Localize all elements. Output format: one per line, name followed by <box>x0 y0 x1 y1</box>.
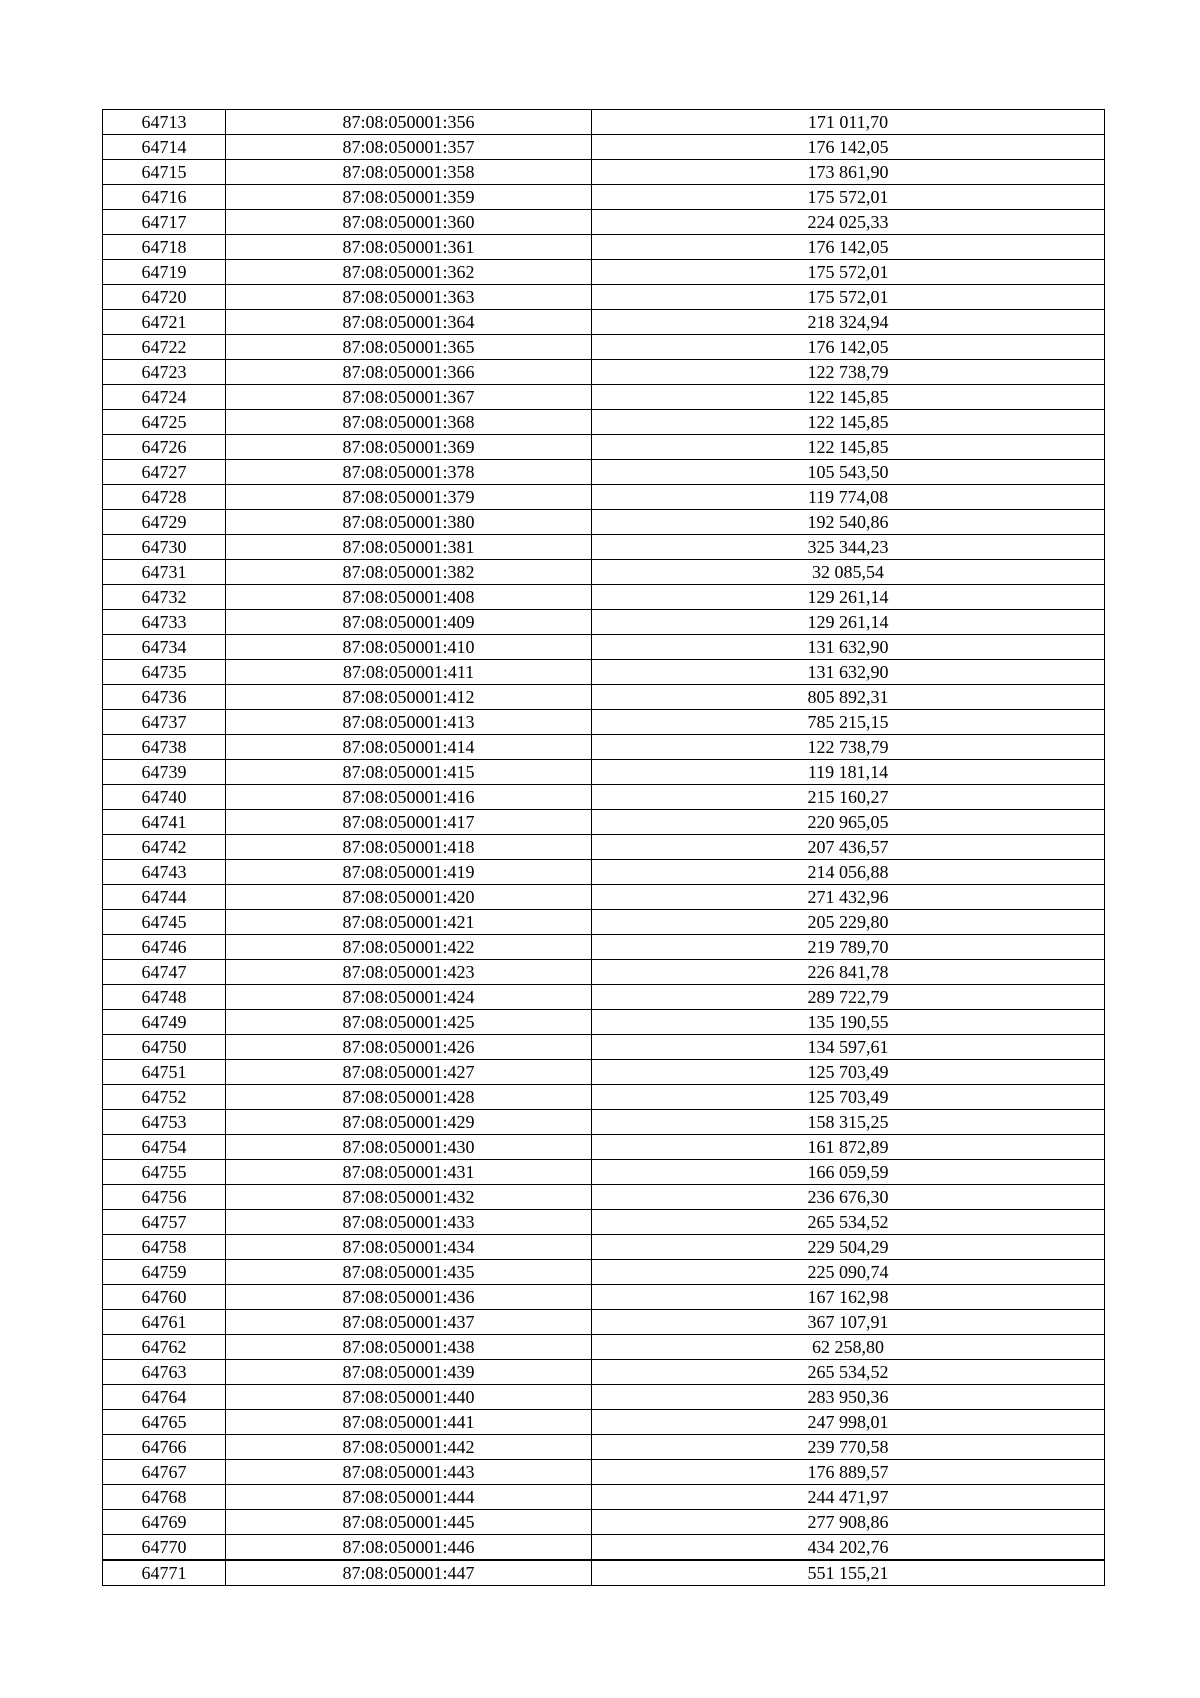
value-cell: 125 703,49 <box>592 1085 1105 1110</box>
row-number-cell: 64756 <box>103 1185 226 1210</box>
cadastral-number-cell: 87:08:050001:445 <box>226 1510 592 1535</box>
table-row <box>103 835 1105 860</box>
row-number-cell: 64728 <box>103 485 226 510</box>
value-cell: 283 950,36 <box>592 1385 1105 1410</box>
table-row <box>103 935 1105 960</box>
value-cell: 218 324,94 <box>592 310 1105 335</box>
value-cell: 134 597,61 <box>592 1035 1105 1060</box>
cadastral-number-cell: 87:08:050001:431 <box>226 1160 592 1185</box>
cadastral-number-cell: 87:08:050001:379 <box>226 485 592 510</box>
value-cell: 122 738,79 <box>592 360 1105 385</box>
cadastral-number-cell: 87:08:050001:429 <box>226 1110 592 1135</box>
row-number-cell: 64764 <box>103 1385 226 1410</box>
value-cell: 367 107,91 <box>592 1310 1105 1335</box>
value-cell: 192 540,86 <box>592 510 1105 535</box>
row-number-cell: 64749 <box>103 1010 226 1035</box>
table-row <box>103 1435 1105 1460</box>
row-number-cell: 64745 <box>103 910 226 935</box>
value-cell: 277 908,86 <box>592 1510 1105 1535</box>
table-row <box>103 1360 1105 1385</box>
table-row <box>103 860 1105 885</box>
cadastral-number-cell: 87:08:050001:423 <box>226 960 592 985</box>
table-row <box>103 760 1105 785</box>
value-cell: 32 085,54 <box>592 560 1105 585</box>
row-number-cell: 64714 <box>103 135 226 160</box>
row-number-cell: 64713 <box>103 110 226 135</box>
value-cell: 785 215,15 <box>592 710 1105 735</box>
table-row <box>103 785 1105 810</box>
cadastral-number-cell: 87:08:050001:417 <box>226 810 592 835</box>
table-row <box>103 960 1105 985</box>
row-number-cell: 64760 <box>103 1285 226 1310</box>
value-cell: 171 011,70 <box>592 110 1105 135</box>
cadastral-number-cell: 87:08:050001:362 <box>226 260 592 285</box>
row-number-cell: 64717 <box>103 210 226 235</box>
row-number-cell: 64758 <box>103 1235 226 1260</box>
cadastral-number-cell: 87:08:050001:420 <box>226 885 592 910</box>
row-number-cell: 64748 <box>103 985 226 1010</box>
table-row <box>103 1385 1105 1410</box>
cadastral-number-cell: 87:08:050001:435 <box>226 1260 592 1285</box>
table-row <box>103 585 1105 610</box>
value-cell: 271 432,96 <box>592 885 1105 910</box>
row-number-cell: 64769 <box>103 1510 226 1535</box>
table-row <box>103 285 1105 310</box>
cadastral-number-cell: 87:08:050001:382 <box>226 560 592 585</box>
table-row <box>103 485 1105 510</box>
row-number-cell: 64718 <box>103 235 226 260</box>
cadastral-number-cell: 87:08:050001:433 <box>226 1210 592 1235</box>
value-cell: 122 145,85 <box>592 435 1105 460</box>
cadastral-number-cell: 87:08:050001:426 <box>226 1035 592 1060</box>
table-row <box>103 335 1105 360</box>
value-cell: 161 872,89 <box>592 1135 1105 1160</box>
cadastral-number-cell: 87:08:050001:357 <box>226 135 592 160</box>
cadastral-number-cell: 87:08:050001:439 <box>226 1360 592 1385</box>
cadastral-number-cell: 87:08:050001:446 <box>226 1535 592 1561</box>
table-row <box>103 1235 1105 1260</box>
row-number-cell: 64719 <box>103 260 226 285</box>
row-number-cell: 64757 <box>103 1210 226 1235</box>
cadastral-number-cell: 87:08:050001:410 <box>226 635 592 660</box>
value-cell: 158 315,25 <box>592 1110 1105 1135</box>
value-cell: 551 155,21 <box>592 1560 1105 1586</box>
row-number-cell: 64741 <box>103 810 226 835</box>
row-number-cell: 64727 <box>103 460 226 485</box>
row-number-cell: 64737 <box>103 710 226 735</box>
cadastral-number-cell: 87:08:050001:441 <box>226 1410 592 1435</box>
cadastral-number-cell: 87:08:050001:432 <box>226 1185 592 1210</box>
table-row <box>103 910 1105 935</box>
cadastral-number-cell: 87:08:050001:359 <box>226 185 592 210</box>
row-number-cell: 64726 <box>103 435 226 460</box>
value-cell: 135 190,55 <box>592 1010 1105 1035</box>
row-number-cell: 64738 <box>103 735 226 760</box>
cadastral-number-cell: 87:08:050001:415 <box>226 760 592 785</box>
value-cell: 207 436,57 <box>592 835 1105 860</box>
value-cell: 236 676,30 <box>592 1185 1105 1210</box>
row-number-cell: 64724 <box>103 385 226 410</box>
cadastral-number-cell: 87:08:050001:356 <box>226 110 592 135</box>
row-number-cell: 64743 <box>103 860 226 885</box>
row-number-cell: 64723 <box>103 360 226 385</box>
table-row <box>103 1310 1105 1335</box>
row-number-cell: 64735 <box>103 660 226 685</box>
table-row <box>103 1210 1105 1235</box>
value-cell: 289 722,79 <box>592 985 1105 1010</box>
table-row <box>103 1535 1105 1561</box>
row-number-cell: 64768 <box>103 1485 226 1510</box>
cadastral-number-cell: 87:08:050001:414 <box>226 735 592 760</box>
cadastral-number-cell: 87:08:050001:368 <box>226 410 592 435</box>
value-cell: 62 258,80 <box>592 1335 1105 1360</box>
value-cell: 105 543,50 <box>592 460 1105 485</box>
value-cell: 131 632,90 <box>592 635 1105 660</box>
cadastral-number-cell: 87:08:050001:444 <box>226 1485 592 1510</box>
value-cell: 119 181,14 <box>592 760 1105 785</box>
row-number-cell: 64731 <box>103 560 226 585</box>
cadastral-number-cell: 87:08:050001:364 <box>226 310 592 335</box>
cadastral-number-cell: 87:08:050001:365 <box>226 335 592 360</box>
row-number-cell: 64770 <box>103 1535 226 1561</box>
cadastral-number-cell: 87:08:050001:367 <box>226 385 592 410</box>
table-row <box>103 410 1105 435</box>
table-row <box>103 235 1105 260</box>
table-row <box>103 135 1105 160</box>
value-cell: 239 770,58 <box>592 1435 1105 1460</box>
value-cell: 224 025,33 <box>592 210 1105 235</box>
table-row <box>103 985 1105 1010</box>
table-row <box>103 210 1105 235</box>
cadastral-number-cell: 87:08:050001:419 <box>226 860 592 885</box>
value-cell: 122 738,79 <box>592 735 1105 760</box>
row-number-cell: 64759 <box>103 1260 226 1285</box>
cadastral-number-cell: 87:08:050001:428 <box>226 1085 592 1110</box>
table-row <box>103 1160 1105 1185</box>
value-cell: 119 774,08 <box>592 485 1105 510</box>
table-row <box>103 1285 1105 1310</box>
row-number-cell: 64722 <box>103 335 226 360</box>
cadastral-number-cell: 87:08:050001:408 <box>226 585 592 610</box>
row-number-cell: 64765 <box>103 1410 226 1435</box>
table-row <box>103 610 1105 635</box>
cadastral-number-cell: 87:08:050001:358 <box>226 160 592 185</box>
row-number-cell: 64751 <box>103 1060 226 1085</box>
row-number-cell: 64747 <box>103 960 226 985</box>
cadastral-number-cell: 87:08:050001:413 <box>226 710 592 735</box>
cadastral-number-cell: 87:08:050001:434 <box>226 1235 592 1260</box>
value-cell: 215 160,27 <box>592 785 1105 810</box>
table-row <box>103 1510 1105 1535</box>
value-cell: 176 142,05 <box>592 335 1105 360</box>
row-number-cell: 64739 <box>103 760 226 785</box>
value-cell: 122 145,85 <box>592 410 1105 435</box>
cadastral-number-cell: 87:08:050001:447 <box>226 1560 592 1586</box>
table-row <box>103 1460 1105 1485</box>
row-number-cell: 64752 <box>103 1085 226 1110</box>
cadastral-number-cell: 87:08:050001:422 <box>226 935 592 960</box>
cadastral-number-cell: 87:08:050001:412 <box>226 685 592 710</box>
table-row <box>103 1110 1105 1135</box>
table-row <box>103 1010 1105 1035</box>
row-number-cell: 64771 <box>103 1560 226 1586</box>
cadastral-number-cell: 87:08:050001:425 <box>226 1010 592 1035</box>
cadastral-number-cell: 87:08:050001:361 <box>226 235 592 260</box>
row-number-cell: 64762 <box>103 1335 226 1360</box>
value-cell: 220 965,05 <box>592 810 1105 835</box>
cadastral-number-cell: 87:08:050001:442 <box>226 1435 592 1460</box>
table-row <box>103 185 1105 210</box>
value-cell: 265 534,52 <box>592 1210 1105 1235</box>
value-cell: 176 142,05 <box>592 135 1105 160</box>
value-cell: 129 261,14 <box>592 610 1105 635</box>
row-number-cell: 64732 <box>103 585 226 610</box>
row-number-cell: 64744 <box>103 885 226 910</box>
row-number-cell: 64742 <box>103 835 226 860</box>
document-page <box>102 109 1104 1586</box>
cadastral-number-cell: 87:08:050001:436 <box>226 1285 592 1310</box>
value-cell: 175 572,01 <box>592 260 1105 285</box>
table-row <box>103 735 1105 760</box>
row-number-cell: 64753 <box>103 1110 226 1135</box>
cadastral-number-cell: 87:08:050001:409 <box>226 610 592 635</box>
row-number-cell: 64750 <box>103 1035 226 1060</box>
value-cell: 226 841,78 <box>592 960 1105 985</box>
value-cell: 173 861,90 <box>592 160 1105 185</box>
table-row <box>103 885 1105 910</box>
cadastral-number-cell: 87:08:050001:366 <box>226 360 592 385</box>
value-cell: 805 892,31 <box>592 685 1105 710</box>
value-cell: 175 572,01 <box>592 185 1105 210</box>
table-row <box>103 560 1105 585</box>
table-row <box>103 685 1105 710</box>
cadastral-number-cell: 87:08:050001:430 <box>226 1135 592 1160</box>
cadastral-number-cell: 87:08:050001:369 <box>226 435 592 460</box>
row-number-cell: 64767 <box>103 1460 226 1485</box>
value-cell: 176 889,57 <box>592 1460 1105 1485</box>
value-cell: 122 145,85 <box>592 385 1105 410</box>
row-number-cell: 64730 <box>103 535 226 560</box>
row-number-cell: 64721 <box>103 310 226 335</box>
table-row <box>103 260 1105 285</box>
cadastral-number-cell: 87:08:050001:443 <box>226 1460 592 1485</box>
row-number-cell: 64716 <box>103 185 226 210</box>
value-cell: 167 162,98 <box>592 1285 1105 1310</box>
cadastral-number-cell: 87:08:050001:380 <box>226 510 592 535</box>
table-row <box>103 435 1105 460</box>
value-cell: 129 261,14 <box>592 585 1105 610</box>
value-cell: 434 202,76 <box>592 1535 1105 1561</box>
table-row <box>103 1485 1105 1510</box>
table-row <box>103 1260 1105 1285</box>
cadastral-value-table <box>102 109 1105 1586</box>
value-cell: 265 534,52 <box>592 1360 1105 1385</box>
row-number-cell: 64763 <box>103 1360 226 1385</box>
row-number-cell: 64740 <box>103 785 226 810</box>
row-number-cell: 64746 <box>103 935 226 960</box>
cadastral-number-cell: 87:08:050001:378 <box>226 460 592 485</box>
cadastral-number-cell: 87:08:050001:360 <box>226 210 592 235</box>
table-row <box>103 1035 1105 1060</box>
table-row <box>103 160 1105 185</box>
row-number-cell: 64725 <box>103 410 226 435</box>
table-row <box>103 710 1105 735</box>
value-cell: 219 789,70 <box>592 935 1105 960</box>
row-number-cell: 64736 <box>103 685 226 710</box>
row-number-cell: 64734 <box>103 635 226 660</box>
value-cell: 244 471,97 <box>592 1485 1105 1510</box>
value-cell: 205 229,80 <box>592 910 1105 935</box>
cadastral-number-cell: 87:08:050001:418 <box>226 835 592 860</box>
table-row <box>103 510 1105 535</box>
cadastral-number-cell: 87:08:050001:363 <box>226 285 592 310</box>
table-row <box>103 1560 1105 1586</box>
row-number-cell: 64754 <box>103 1135 226 1160</box>
table-row <box>103 1410 1105 1435</box>
value-cell: 125 703,49 <box>592 1060 1105 1085</box>
row-number-cell: 64729 <box>103 510 226 535</box>
table-row <box>103 360 1105 385</box>
table-row <box>103 810 1105 835</box>
table-row <box>103 385 1105 410</box>
row-number-cell: 64733 <box>103 610 226 635</box>
value-cell: 229 504,29 <box>592 1235 1105 1260</box>
row-number-cell: 64715 <box>103 160 226 185</box>
value-cell: 131 632,90 <box>592 660 1105 685</box>
table-row <box>103 1185 1105 1210</box>
table-row <box>103 1135 1105 1160</box>
cadastral-number-cell: 87:08:050001:381 <box>226 535 592 560</box>
table-row <box>103 460 1105 485</box>
cadastral-number-cell: 87:08:050001:427 <box>226 1060 592 1085</box>
cadastral-number-cell: 87:08:050001:440 <box>226 1385 592 1410</box>
table-row <box>103 110 1105 135</box>
table-body <box>103 110 1105 1586</box>
table-row <box>103 535 1105 560</box>
row-number-cell: 64761 <box>103 1310 226 1335</box>
table-row <box>103 1085 1105 1110</box>
table-row <box>103 310 1105 335</box>
cadastral-number-cell: 87:08:050001:424 <box>226 985 592 1010</box>
table-row <box>103 660 1105 685</box>
value-cell: 325 344,23 <box>592 535 1105 560</box>
row-number-cell: 64755 <box>103 1160 226 1185</box>
value-cell: 175 572,01 <box>592 285 1105 310</box>
table-row <box>103 1335 1105 1360</box>
value-cell: 166 059,59 <box>592 1160 1105 1185</box>
table-row <box>103 1060 1105 1085</box>
value-cell: 225 090,74 <box>592 1260 1105 1285</box>
value-cell: 247 998,01 <box>592 1410 1105 1435</box>
table-row <box>103 635 1105 660</box>
value-cell: 176 142,05 <box>592 235 1105 260</box>
cadastral-number-cell: 87:08:050001:437 <box>226 1310 592 1335</box>
row-number-cell: 64766 <box>103 1435 226 1460</box>
row-number-cell: 64720 <box>103 285 226 310</box>
value-cell: 214 056,88 <box>592 860 1105 885</box>
cadastral-number-cell: 87:08:050001:421 <box>226 910 592 935</box>
cadastral-number-cell: 87:08:050001:411 <box>226 660 592 685</box>
cadastral-number-cell: 87:08:050001:438 <box>226 1335 592 1360</box>
cadastral-number-cell: 87:08:050001:416 <box>226 785 592 810</box>
